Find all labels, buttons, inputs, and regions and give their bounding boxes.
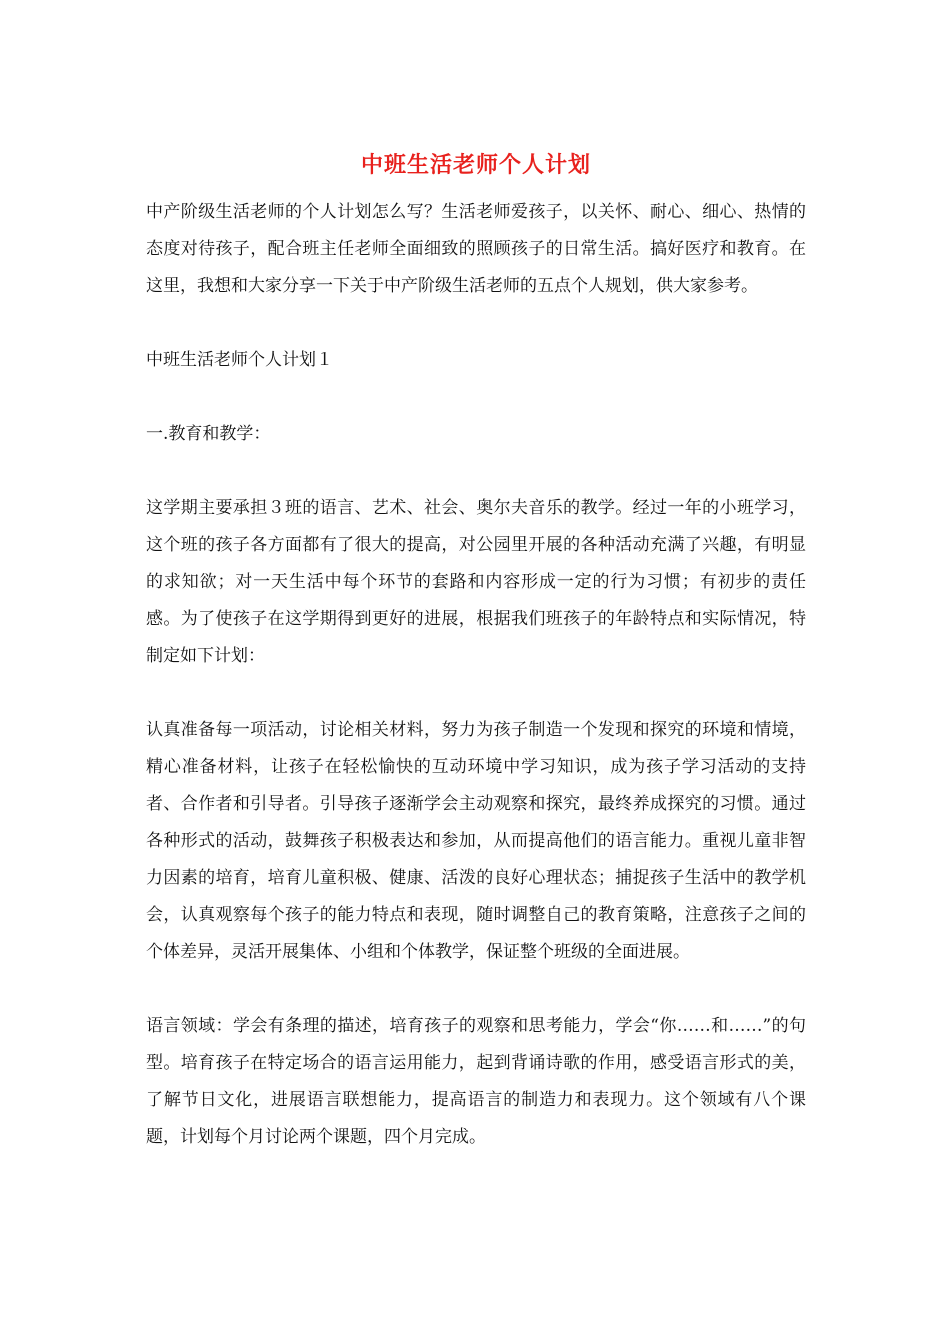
document-title: 中班生活老师个人计划	[360, 152, 591, 178]
intro-paragraph: 中产阶级生活老师的个人计划怎么写？生活老师爱孩子，以关怀、耐心、细心、热情的态度对待孩子，配合班主任老师全面细致的照顾孩子的日常生活。搞好医疗和教育。在这里，我想和大家分享一下关于中产阶级生活老师的五点个人规划，供大家参考。	[146, 202, 806, 296]
spacer	[146, 675, 806, 712]
subheading: 一.教育和教学：	[146, 424, 271, 444]
document-page	[146, 148, 806, 1156]
spacer	[146, 305, 806, 342]
spacer	[146, 971, 806, 1008]
body-paragraph-2: 认真准备每一项活动，讨论相关材料，努力为孩子制造一个发现和探究的环境和情境，精心准备材料，让孩子在轻松愉快的互动环境中学习知识，成为孩子学习活动的支持者、合作者和引导者。引导孩子逐渐学会主动观察和探究，最终养成探究的习惯。通过各种形式的活动，鼓舞孩子积极表达和参加，从而提高他们的语言能力。重视儿童非智力因素的培育，培育儿童积极、健康、活泼的良好心理状态；捕捉孩子生活中的教学机会，认真观察每个孩子的能力特点和表现，随时调整自己的教育策略，注意孩子之间的个体差异，灵活开展集体、小组和个体教学，保证整个班级的全面进展。	[146, 720, 806, 962]
spacer	[146, 453, 806, 490]
section-heading: 中班生活老师个人计划１	[146, 350, 333, 370]
spacer	[146, 379, 806, 416]
body-paragraph-3: 语言领域：学会有条理的描述，培育孩子的观察和思考能力，学会“你……和……”的句型。培育孩子在特定场合的语言运用能力，起到背诵诗歌的作用，感受语言形式的美，了解节日文化，进展语言联想能力，提高语言的制造力和表现力。这个领域有八个课题，计划每个月讨论两个课题，四个月完成。	[146, 1016, 806, 1147]
body-paragraph-1: 这学期主要承担３班的语言、艺术、社会、奥尔夫音乐的教学。经过一年的小班学习，这个班的孩子各方面都有了很大的提高，对公园里开展的各种活动充满了兴趣，有明显的求知欲；对一天生活中每个环节的套路和内容形成一定的行为习惯；有初步的责任感。为了使孩子在这学期得到更好的进展，根据我们班孩子的年龄特点和实际情况，特制定如下计划：	[146, 498, 806, 666]
